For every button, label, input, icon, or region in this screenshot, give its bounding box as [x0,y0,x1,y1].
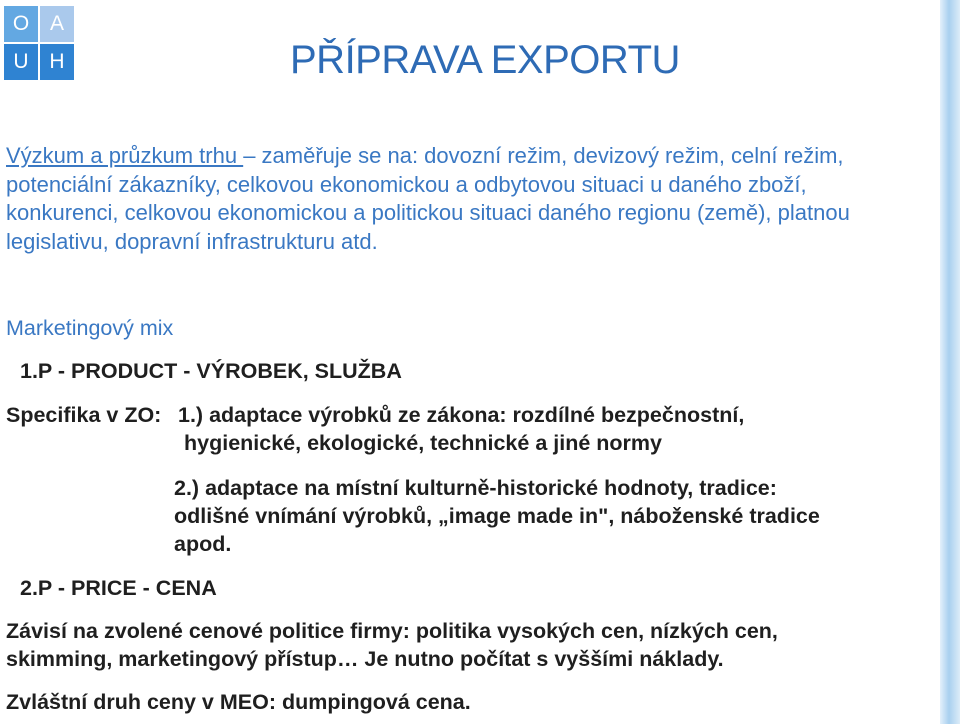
logo-tile-a: A [40,6,74,42]
product-item1-line2: hygienické, ekologické, technické a jiné normy [184,431,662,455]
research-dash: – [243,143,262,168]
price-heading: 2.P - PRICE - CENA [20,576,217,600]
price-special-note: Zvláštní druh ceny v MEO: dumpingová cena. [6,690,471,714]
product-spec-label: Specifika v ZO: [6,403,162,427]
marketing-mix-heading: Marketingový mix [6,316,174,340]
product-item2-line1: 2.) adaptace na místní kulturně-historické hodnoty, tradice: [174,476,777,500]
logo [2,4,74,80]
research-text: zaměřuje se na: dovozní režim, devizový režim, celní režim, potenciální zákazníky, celkovou ekonomickou a odbytovou situaci u daného zboží, konkurenci, celkovou ekonomickou a politickou situaci daného regionu (země), platnou legislativu, dopravní infrastrukturu atd. [6,143,850,254]
product-heading: 1.P - PRODUCT - VÝROBEK, SLUŽBA [20,359,402,383]
price-text-line1: Závisí na zvolené cenové politice firmy: politika vysokých cen, nízkých cen, [6,619,778,643]
research-lead: Výzkum a průzkum trhu [6,143,244,168]
research-paragraph [6,142,911,256]
logo-tile-u: U [4,44,38,80]
logo-tile-o: O [4,6,38,42]
logo-tile-h: H [40,44,74,80]
product-item2-line2: odlišné vnímání výrobků, „image made in", náboženské tradice [174,504,820,528]
product-item2-line3: apod. [174,532,232,556]
price-text-line2: skimming, marketingový přístup… Je nutno počítat s vyššími náklady. [6,647,724,671]
decorative-side-bar [940,0,960,724]
slide-title: PŘÍPRAVA EXPORTU [290,38,680,82]
product-item1-line1: 1.) adaptace výrobků ze zákona: rozdílné bezpečnostní, [178,403,745,427]
